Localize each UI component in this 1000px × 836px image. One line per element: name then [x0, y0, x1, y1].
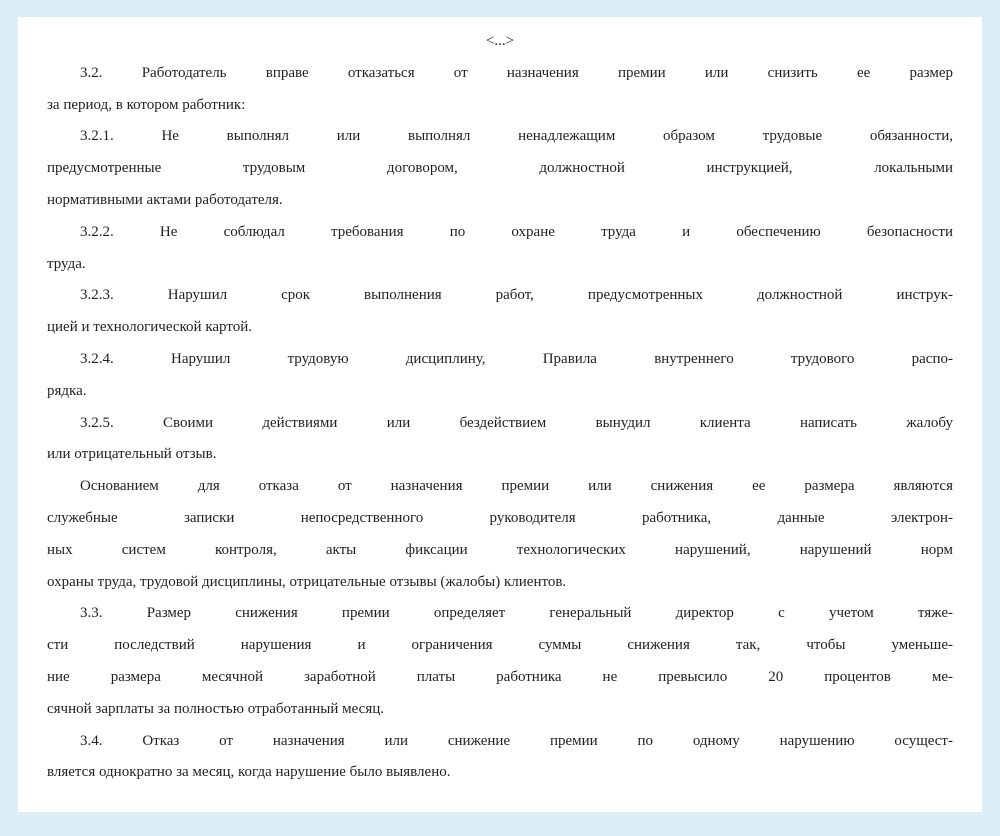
paragraph-3-4	[47, 726, 953, 790]
paragraph-3-2-2	[47, 217, 953, 281]
text-line: 3.4. Отказ от назначения или снижение премии по одному нарушению осущест-	[80, 732, 953, 749]
text-line: рядка.	[47, 382, 87, 399]
paragraph-3-2-1	[47, 121, 953, 216]
text-line: сячной зарплаты за полностью отработанный месяц.	[47, 700, 385, 717]
omission-marker: <...>	[485, 33, 515, 49]
paragraph-3-2-4	[47, 344, 953, 408]
text-line: служебные записки непосредственного руководителя работника, данные электрон-	[47, 509, 953, 526]
text-line: 3.2. Работодатель вправе отказаться от назначения премии или снизить ее размер	[80, 64, 953, 81]
text-line: 3.2.4. Нарушил трудовую дисциплину, Правила внутреннего трудового распо-	[80, 350, 953, 367]
text-line: 3.2.5. Своими действиями или бездействием вынудил клиента написать жалобу	[80, 414, 953, 431]
text-line: охраны труда, трудовой дисциплины, отрицательные отзывы (жалобы) клиентов.	[47, 573, 567, 590]
text-line: Основанием для отказа от назначения премии или снижения ее размера являются	[80, 478, 953, 495]
text-line: за период, в котором работник:	[47, 96, 246, 113]
text-line: 3.2.1. Не выполнял или выполнял ненадлежащим образом трудовые обязанности,	[80, 128, 953, 145]
text-line: труда.	[47, 255, 86, 272]
text-line: сти последствий нарушения и ограничения суммы снижения так, чтобы уменьше-	[47, 637, 953, 654]
text-line: цией и технологической картой.	[47, 319, 252, 336]
text-line: 3.2.2. Не соблюдал требования по охране труда и обеспечению безопасности	[80, 223, 953, 240]
paragraph-grounds	[47, 471, 953, 598]
text-line: нормативными актами работодателя.	[47, 191, 283, 208]
paragraph-3-2-3	[47, 280, 953, 344]
text-line: ние размера месячной заработной платы работника не превысило 20 процентов ме-	[47, 668, 953, 685]
text-line: или отрицательный отзыв.	[47, 446, 217, 463]
paragraph-3-2	[47, 58, 953, 122]
text-line: предусмотренные трудовым договором, должностной инструкцией, локальными	[47, 160, 953, 177]
document-panel	[18, 17, 982, 812]
text-line: 3.2.3. Нарушил срок выполнения работ, предусмотренных должностной инструк-	[80, 287, 953, 304]
text-line: 3.3. Размер снижения премии определяет генеральный директор с учетом тяже-	[80, 605, 953, 622]
paragraph-3-3	[47, 598, 953, 725]
paragraph-3-2-5	[47, 408, 953, 472]
text-line: ных систем контроля, акты фиксации технологических нарушений, нарушений норм	[47, 541, 953, 558]
text-line: вляется однократно за месяц, когда нарушение было выявлено.	[47, 764, 451, 781]
